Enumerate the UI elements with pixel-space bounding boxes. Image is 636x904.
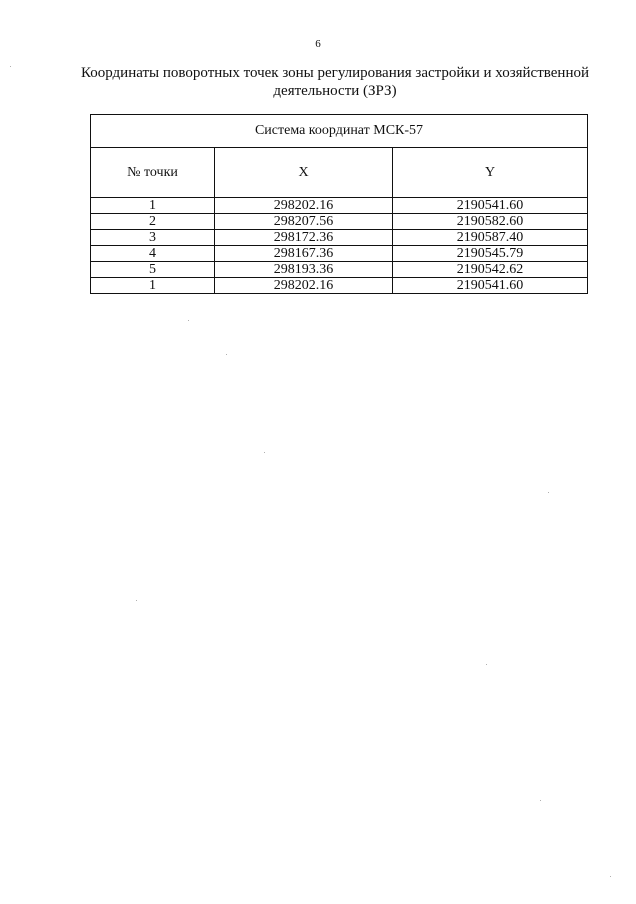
page-number: 6 [315,38,321,50]
y-coordinate-cell: 2190582.60 [393,214,588,230]
column-header-point: № точки [91,148,215,198]
x-coordinate-cell: 298207.56 [215,214,393,230]
table-row [91,198,588,214]
scan-speck [486,664,487,665]
point-number-cell: 1 [91,278,215,294]
x-coordinate-cell: 298167.36 [215,246,393,262]
x-coordinate-cell: 298202.16 [215,198,393,214]
x-coordinate-cell: 298193.36 [215,262,393,278]
y-coordinate-cell: 2190542.62 [393,262,588,278]
scan-speck [264,452,265,453]
point-number-cell: 5 [91,262,215,278]
scan-speck [10,66,11,67]
point-number-cell: 1 [91,198,215,214]
coordinate-system-row [91,115,588,148]
x-coordinate-cell: 298202.16 [215,278,393,294]
table-row [91,230,588,246]
document-title: Координаты поворотных точек зоны регулирования застройки и хозяйственной деятельности (ЗРЗ) [80,65,589,99]
table-row [91,246,588,262]
point-number-cell: 4 [91,246,215,262]
column-header-x: X [215,148,393,198]
scan-speck [610,876,611,877]
scan-speck [188,320,189,321]
y-coordinate-cell: 2190545.79 [393,246,588,262]
scan-speck [548,492,549,493]
column-header-y: Y [393,148,588,198]
point-number-cell: 3 [91,230,215,246]
x-coordinate-cell: 298172.36 [215,230,393,246]
scan-speck [540,800,541,801]
coordinate-system-label: Система координат МСК-57 [91,115,588,148]
scan-speck [136,600,137,601]
y-coordinate-cell: 2190541.60 [393,278,588,294]
table-header-row [91,148,588,198]
scan-speck [226,354,227,355]
coordinates-table [90,114,588,294]
y-coordinate-cell: 2190541.60 [393,198,588,214]
table-row [91,262,588,278]
point-number-cell: 2 [91,214,215,230]
y-coordinate-cell: 2190587.40 [393,230,588,246]
table-row [91,278,588,294]
table-row [91,214,588,230]
